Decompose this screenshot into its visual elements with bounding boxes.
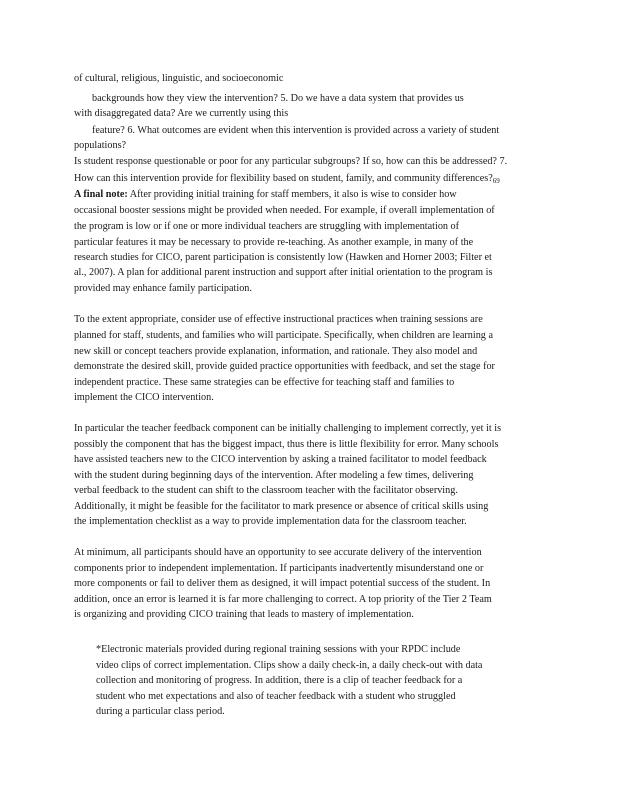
question-line: of cultural, religious, linguistic, and socioeconomic — [74, 73, 284, 84]
footnote-line: during a particular class period. — [96, 706, 225, 717]
paragraph-line: the implementation checklist as a way to provide implementation data for the classroom teacher. — [74, 516, 467, 527]
paragraph-line: At minimum, all participants should have an opportunity to see accurate delivery of the intervention — [74, 547, 482, 558]
question-line: populations? — [74, 140, 127, 151]
paragraph-line: more components or fail to deliver them as designed, it will impact potential success of the student. In — [74, 578, 491, 589]
final-note-label: A final note: — [74, 189, 128, 200]
paragraph-line: with the student during beginning days of the intervention. After modeling a few times, delivering — [74, 470, 474, 481]
page-number: 69 — [492, 177, 500, 185]
paragraph-line: Additionally, it might be feasible for the facilitator to mark presence or absence of critical skills using — [74, 501, 489, 512]
paragraph-line: the program is low or if one or more individual teachers are struggling with implementation of — [74, 221, 460, 232]
paragraph-line: research studies for CICO, parent participation is consistently low (Hawken and Horner 2003; Filter et — [74, 252, 492, 263]
paragraph-line: implement the CICO intervention. — [74, 392, 214, 403]
final-note-line — [74, 188, 457, 202]
footnote-line: video clips of correct implementation. Clips show a daily check-in, a daily check-out with data — [96, 660, 483, 671]
paragraph-line: is organizing and providing CICO training that leads to mastery of implementation. — [74, 609, 414, 620]
paragraph-line: possibly the component that has the biggest impact, thus there is little flexibility for error. Many schools — [74, 439, 499, 450]
question-line: Is student response questionable or poor for any particular subgroups? If so, how can this be addressed? 7. — [74, 156, 508, 167]
paragraph-line: new skill or concept teachers provide explanation, information, and rationale. They also model and — [74, 346, 478, 357]
paragraph-line: provided may enhance family participation. — [74, 283, 252, 294]
paragraph-line: In particular the teacher feedback component can be initially challenging to implement correctly, yet it is — [74, 423, 502, 434]
question-text: How can this intervention provide for flexibility based on student, family, and community differences? — [74, 173, 493, 184]
footnote-line: student who met expectations and also of teacher feedback with a student who struggled — [96, 691, 456, 702]
paragraph-line: planned for staff, students, and families who will participate. Specifically, when children are learning a — [74, 330, 493, 341]
question-line: with disaggregated data? Are we currently using this — [74, 108, 289, 119]
paragraph-line: occasional booster sessions might be provided when needed. For example, if overall implementation of — [74, 205, 495, 216]
paragraph-line: To the extent appropriate, consider use of effective instructional practices when training sessions are — [74, 314, 483, 325]
footnote-line: *Electronic materials provided during regional training sessions with your RPDC include — [96, 644, 461, 655]
paragraph-line: addition, once an error is learned it is far more challenging to correct. A top priority of the Tier 2 Team — [74, 594, 492, 605]
question-line: backgrounds how they view the intervention? 5. Do we have a data system that provides us — [92, 93, 464, 104]
paragraph-line: demonstrate the desired skill, provide guided practice opportunities with feedback, and set the stage for — [74, 361, 495, 372]
footnote-line: collection and monitoring of progress. In addition, there is a clip of teacher feedback for a — [96, 675, 463, 686]
paragraph-line: al., 2007). A plan for additional parent instruction and support after initial orientation to the program is — [74, 267, 493, 278]
paragraph-line: independent practice. These same strategies can be effective for teaching staff and families to — [74, 377, 455, 388]
paragraph-line: particular features it may be necessary to provide re-teaching. As another example, in many of the — [74, 237, 474, 248]
question-line: feature? 6. What outcomes are evident when this intervention is provided across a variety of student — [92, 125, 500, 136]
paragraph-line: have assisted teachers new to the CICO intervention by asking a trained facilitator to model feedback — [74, 454, 487, 465]
paragraph-line: verbal feedback to the student can shift to the classroom teacher with the facilitator observing. — [74, 485, 458, 496]
final-note-text: After providing initial training for staff members, it also is wise to consider how — [127, 189, 457, 200]
question-line — [74, 172, 500, 189]
paragraph-line: components prior to independent implementation. If participants inadvertently misunderstand one or — [74, 563, 484, 574]
